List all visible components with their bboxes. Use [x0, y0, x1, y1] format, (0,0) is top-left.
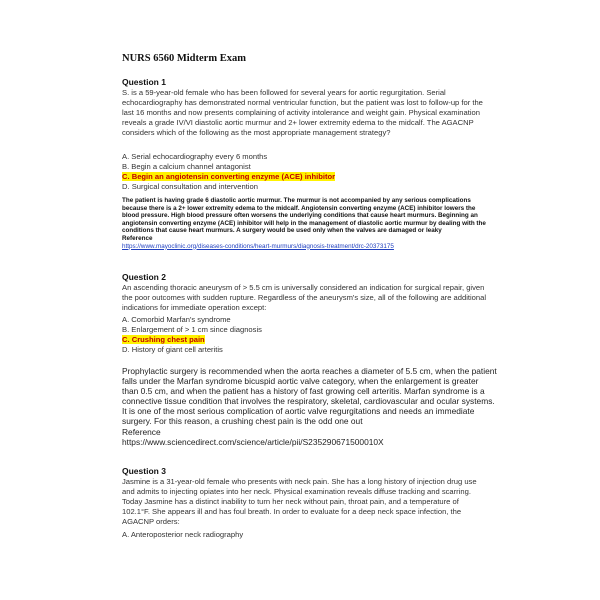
q2-option-d: D. History of giant cell arteritis	[122, 345, 223, 354]
q2-option-b: B. Enlargement of > 1 cm since diagnosis	[122, 325, 262, 334]
q2-explanation-text: Prophylactic surgery is recommended when the aorta reaches a diameter of 5.5 cm, when the patient falls under the Marfan syndrome bicuspid aortic valve category, when the enlargement is greater than 0.5 cm, and when the patient has a history of fast growing cell arteritis. Marfan syndrome is a connective tissue condition that involves the respiratory, skeletal, cardiovascular and ocular systems. It is one of the most serious complication of aortic valve regurgitations and needs an immediate surgery. For this reason, a crushing chest pain is the odd one out	[122, 366, 497, 427]
question-2-options	[122, 315, 487, 355]
q1-option-b: B. Begin a calcium channel antagonist	[122, 162, 251, 171]
question-3-options	[122, 530, 487, 540]
q2-option-c-answer: C. Crushing chest pain	[122, 335, 205, 344]
q3-option-a: A. Anteroposterior neck radiography	[122, 530, 244, 539]
question-3-heading: Question 3	[122, 466, 166, 476]
question-2-stem: An ascending thoracic aneurysm of > 5.5 cm is universally considered an indication for surgical repair, given the poor outcomes with sudden rupture. Regardless of the aneurysm's size, all of the following are additional indications for immediate operation except:	[122, 283, 487, 312]
q2-reference-label: Reference	[122, 426, 161, 437]
question-1-options	[122, 152, 487, 192]
page-title: NURS 6560 Midterm Exam	[122, 53, 246, 64]
question-3-stem: Jasmine is a 31-year-old female who presents with neck pain. She has a long history of injection drug use and admits to injecting opiates into her neck. Physical examination reveals diffuse tracking and scarring. Today Jasmine has a distinct inability to turn her neck without pain, throat pain, and a temperature of 102.1°F. She appears ill and has foul breath. In order to evaluate for a deep neck space infection, the AGACNP orders:	[122, 477, 477, 526]
q2-option-a: A. Comorbid Marfan's syndrome	[122, 315, 231, 324]
q1-explanation-text: The patient is having grade 6 diastolic aortic murmur. The murmur is not accompanied by any serious complications because there is a 2+ lower extremity edema to the midcalf. Angiotensin converting enzyme (ACE) inhibitor lowers the blood pressure. High blood pressure often worsens the underlying conditions that cause heart murmurs. Beginning an angiotensin converting enzyme (ACE) inhibitor will help in the management of diastolic aortic murmur by dealing with the conditions that cause heart murmurs. A surgery would be used only when the valves are damaged or leaky	[122, 197, 486, 235]
question-2-heading: Question 2	[122, 272, 166, 282]
q1-option-a: A. Serial echocardiography every 6 months	[122, 152, 268, 161]
question-2-explanation	[122, 366, 497, 447]
q1-option-d: D. Surgical consultation and intervention	[122, 182, 258, 191]
q1-option-c-answer: C. Begin an angiotensin converting enzyme (ACE) inhibitor	[122, 172, 336, 181]
q1-reference-label: Reference	[122, 234, 153, 242]
q1-reference-link[interactable]: https://www.mayoclinic.org/diseases-conditions/heart-murmurs/diagnosis-treatment/drc-20373175	[122, 242, 394, 250]
question-1-explanation	[122, 197, 492, 250]
question-1-stem: S. is a 59-year-old female who has been followed for several years for aortic regurgitation. Serial echocardiography has demonstrated normal ventricular function, but the patient was lost to follow-up for the last 16 months and now presents complaining of activity intolerance and weight gain. Physical examination reveals a grade IV/VI diastolic aortic murmur and 2+ lower extremity edema to the midcalf. The AGACNP considers which of the following as the most appropriate management strategy?	[122, 88, 483, 137]
question-1-heading: Question 1	[122, 77, 166, 87]
q2-reference-url[interactable]: https://www.sciencedirect.com/science/article/pii/S235290671500010X	[122, 436, 384, 447]
